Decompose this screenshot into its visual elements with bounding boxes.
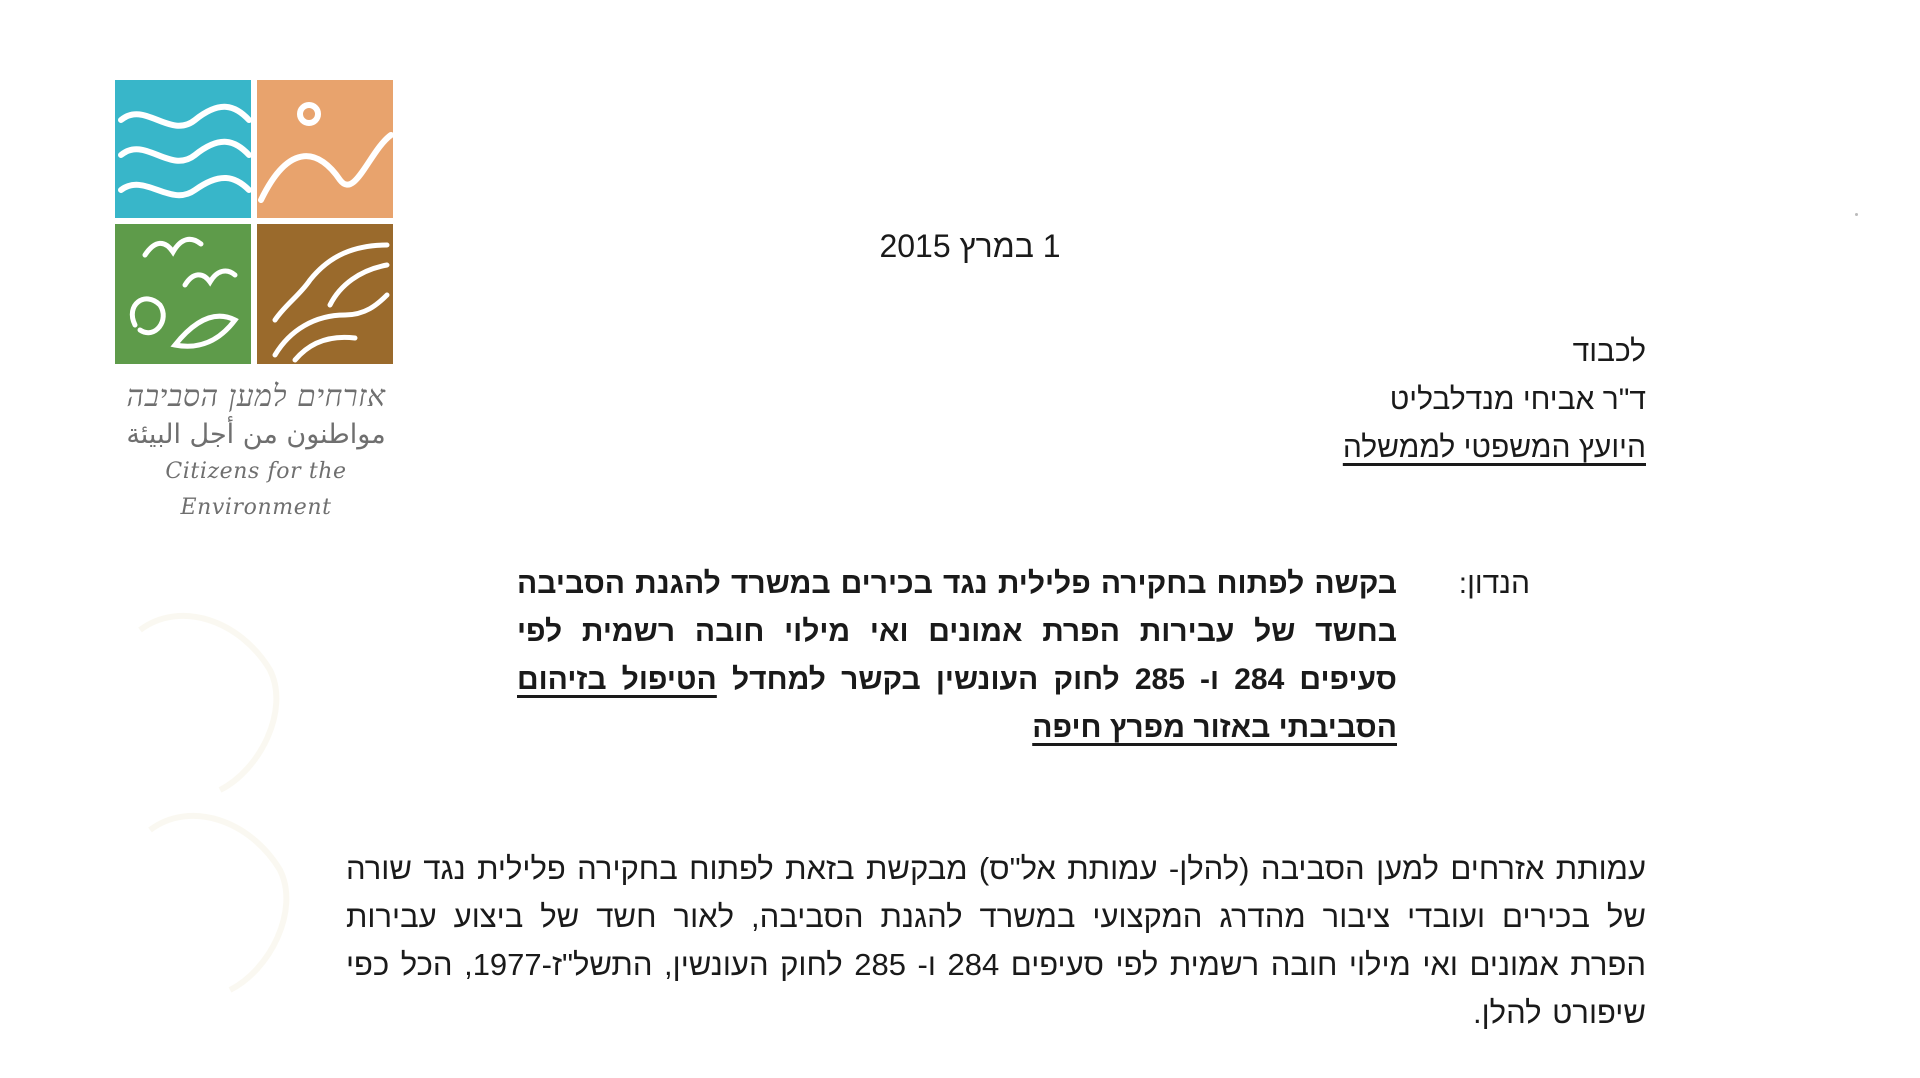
addressee-block xyxy=(1046,328,1646,472)
addressee-title: היועץ המשפטי לממשלה xyxy=(1342,431,1646,464)
logo-english-name: Citizens for the Environment xyxy=(165,459,347,520)
logo-hebrew-name: אזרחים למען הסביבה xyxy=(126,379,386,414)
background-watermark xyxy=(120,590,320,1050)
logo-arabic-name: مواطنون من أجل البيئة xyxy=(126,419,386,450)
subject-line xyxy=(517,560,1397,752)
logo-emblem xyxy=(115,80,393,364)
subject-text-underlined: הטיפול בזיהום הסביבתי באזור מפרץ חיפה xyxy=(517,663,1397,744)
addressee-name: ד"ר אביחי מנדלבליט xyxy=(1389,383,1646,416)
salutation: לכבוד xyxy=(1572,335,1646,368)
organization-logo xyxy=(110,80,400,526)
letter-date: 1 במרץ 2015 xyxy=(879,228,1061,264)
logo-wordmark xyxy=(110,378,402,526)
subject-label: הנדון: xyxy=(1458,567,1530,600)
subject-text: בקשה לפתוח בחקירה פלילית נגד בכירים במשרד להגנת הסביבה בחשד של עבירות הפרת אמונים ואי מילוי חובה רשמית לפי סעיפים 284 ו- 285 לחוק העונשין בקשר למחדל xyxy=(517,567,1397,696)
body-paragraph: עמותת אזרחים למען הסביבה (להלן- עמותת אל"ס) מבקשת בזאת לפתוח בחקירה פלילית נגד שורה של בכירים ועובדי ציבור מהדרג המקצועי במשרד להגנת הסביבה, לאור חשד של ביצוע עבירות הפרת אמונים ואי מילוי חובה רשמית לפי סעיפים 284 ו- 285 לחוק העונשין, התשל"ז-1977, הכל כפי שיפורט להלן. xyxy=(346,851,1647,1030)
scan-speck xyxy=(1855,213,1858,216)
